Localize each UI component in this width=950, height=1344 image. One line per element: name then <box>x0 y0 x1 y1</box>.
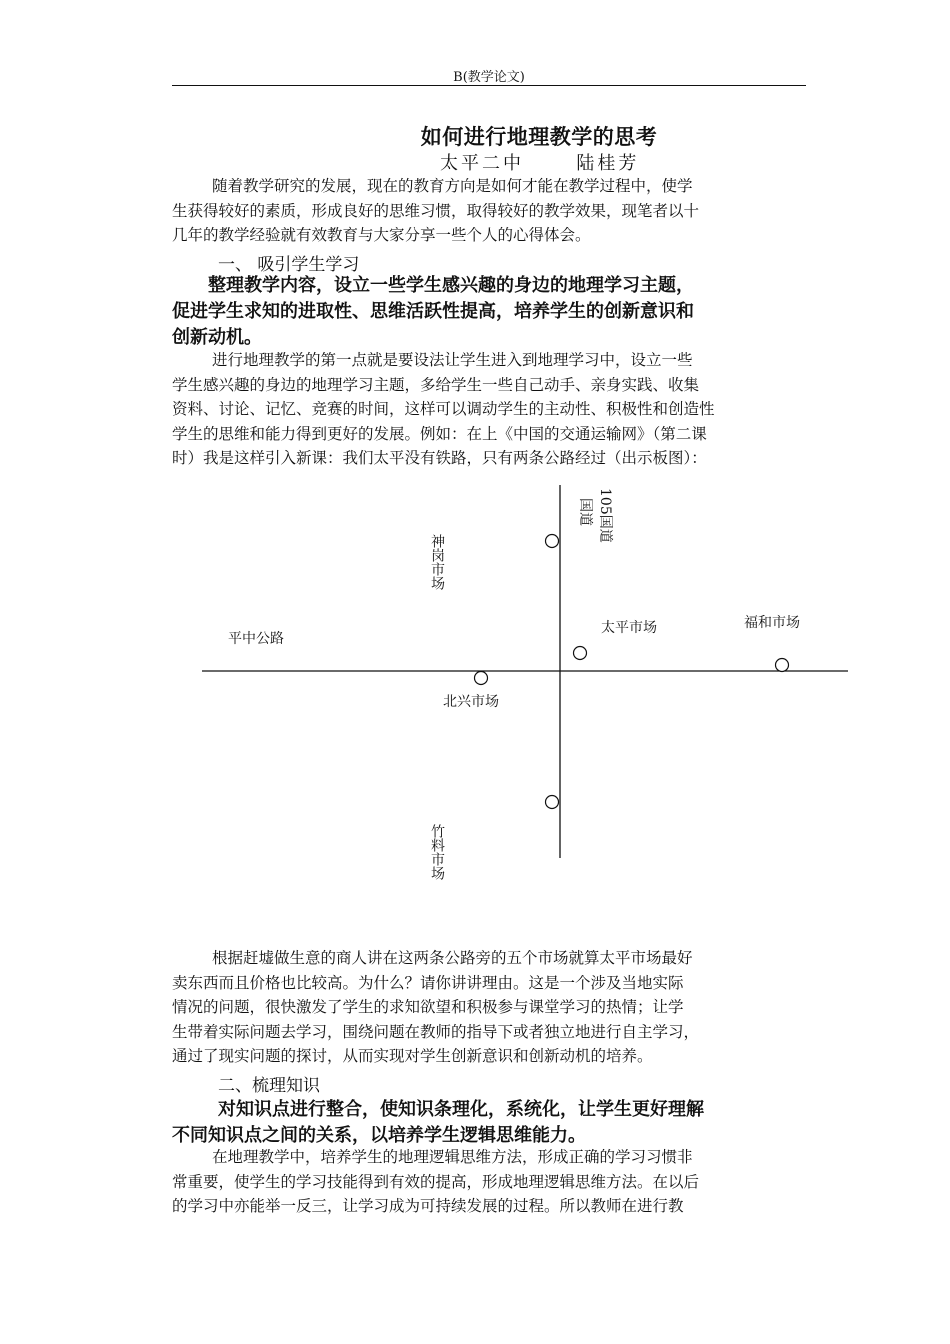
text-line: 常重要，使学生的学习技能得到有效的提高，形成地理逻辑思维方法。在以后 <box>172 1172 700 1191</box>
header-rule <box>172 85 806 86</box>
section2-body <box>172 1145 812 1219</box>
article-title: 如何进行地理教学的思考 <box>420 125 658 149</box>
byline <box>440 149 639 175</box>
page-header: B(教学论文) <box>453 70 525 85</box>
text-line: 随着教学研究的发展，现在的教育方向是如何才能在教学过程中，使学 <box>212 177 693 195</box>
byline-school: 太平二中 <box>440 153 524 174</box>
text-line: 对知识点进行整合，使知识条理化，系统化，让学生更好理解 <box>218 1099 704 1120</box>
text-line: 促进学生求知的进取性、思维活跃性提高，培养学生的创新意识和 <box>172 301 694 322</box>
guodao-label: 国道 <box>577 498 593 526</box>
text-line: 整理教学内容，设立一些学生感兴趣的身边的地理学习主题， <box>208 275 694 296</box>
section1-key-points <box>172 273 812 351</box>
section2-key-points <box>172 1097 812 1149</box>
shengang-market-label: 神岗市场 <box>429 534 445 590</box>
text-line: 通过了现实问题的探讨，从而实现对学生创新意识和创新动机的培养。 <box>172 1047 653 1065</box>
fuhe-market-label: 福和市场 <box>744 615 800 631</box>
road-map-diagram <box>0 480 950 900</box>
section1-body <box>172 348 812 471</box>
national-road-105-label: 105国道 <box>597 488 613 543</box>
text-line: 卖东西而且价格也比较高。为什么？请你讲讲理由。这是一个涉及当地实际 <box>172 973 684 992</box>
beixing-market-label: 北兴市场 <box>443 694 499 710</box>
text-line: 生带着实际问题去学习，围绕问题在教师的指导下或者独立地进行自主学习， <box>172 1022 700 1041</box>
taiping-market-marker <box>574 647 587 660</box>
text-line: 时）我是这样引入新课：我们太平没有铁路，只有两条公路经过（出示板图）： <box>172 449 707 467</box>
text-line: 进行地理教学的第一点就是要设法让学生进入到地理学习中，设立一些 <box>212 351 693 369</box>
pingzhong-road-label: 平中公路 <box>228 631 284 647</box>
text-line: 学生的思维和能力得到更好的发展。例如：在上《中国的交通运输网》（第二课 <box>172 424 707 443</box>
byline-author: 陆桂芳 <box>576 153 640 174</box>
text-line: 资料、讨论、记忆、竞赛的时间，这样可以调动学生的主动性、积极性和创造性 <box>172 400 715 418</box>
section2-heading: 二、梳理知识 <box>218 1076 320 1096</box>
text-line: 情况的问题，很快激发了学生的求知欲望和积极参与课堂学习的热情；让学 <box>172 998 684 1016</box>
text-line: 学生感兴趣的身边的地理学习主题，多给学生一些自己动手、亲身实践、收集 <box>172 375 700 394</box>
text-line: 不同知识点之间的关系，以培养学生逻辑思维能力。 <box>172 1125 586 1146</box>
zhuliao-market-marker <box>546 796 559 809</box>
section1-heading: 一、 吸引学生学习 <box>218 255 360 275</box>
zhuliao-market-label: 竹料市场 <box>429 824 445 880</box>
after-diagram-paragraph <box>172 946 812 1069</box>
text-line: 的学习中亦能举一反三，让学习成为可持续发展的过程。所以教师在进行教 <box>172 1197 684 1215</box>
fuhe-market-marker <box>776 659 789 672</box>
text-line: 几年的教学经验就有效教育与大家分享一些个人的心得体会。 <box>172 226 591 244</box>
text-line: 在地理教学中，培养学生的地理逻辑思维方法，形成正确的学习习惯非 <box>212 1148 693 1166</box>
shengang-market-marker <box>546 535 559 548</box>
beixing-market-marker <box>475 672 488 685</box>
text-line: 根据赶墟做生意的商人讲在这两条公路旁的五个市场就算太平市场最好 <box>212 949 693 967</box>
taiping-market-label: 太平市场 <box>601 620 657 636</box>
text-line: 生获得较好的素质，形成良好的思维习惯，取得较好的教学效果，现笔者以十 <box>172 201 700 220</box>
text-line: 创新动机。 <box>172 327 262 348</box>
intro-paragraph <box>172 174 812 248</box>
